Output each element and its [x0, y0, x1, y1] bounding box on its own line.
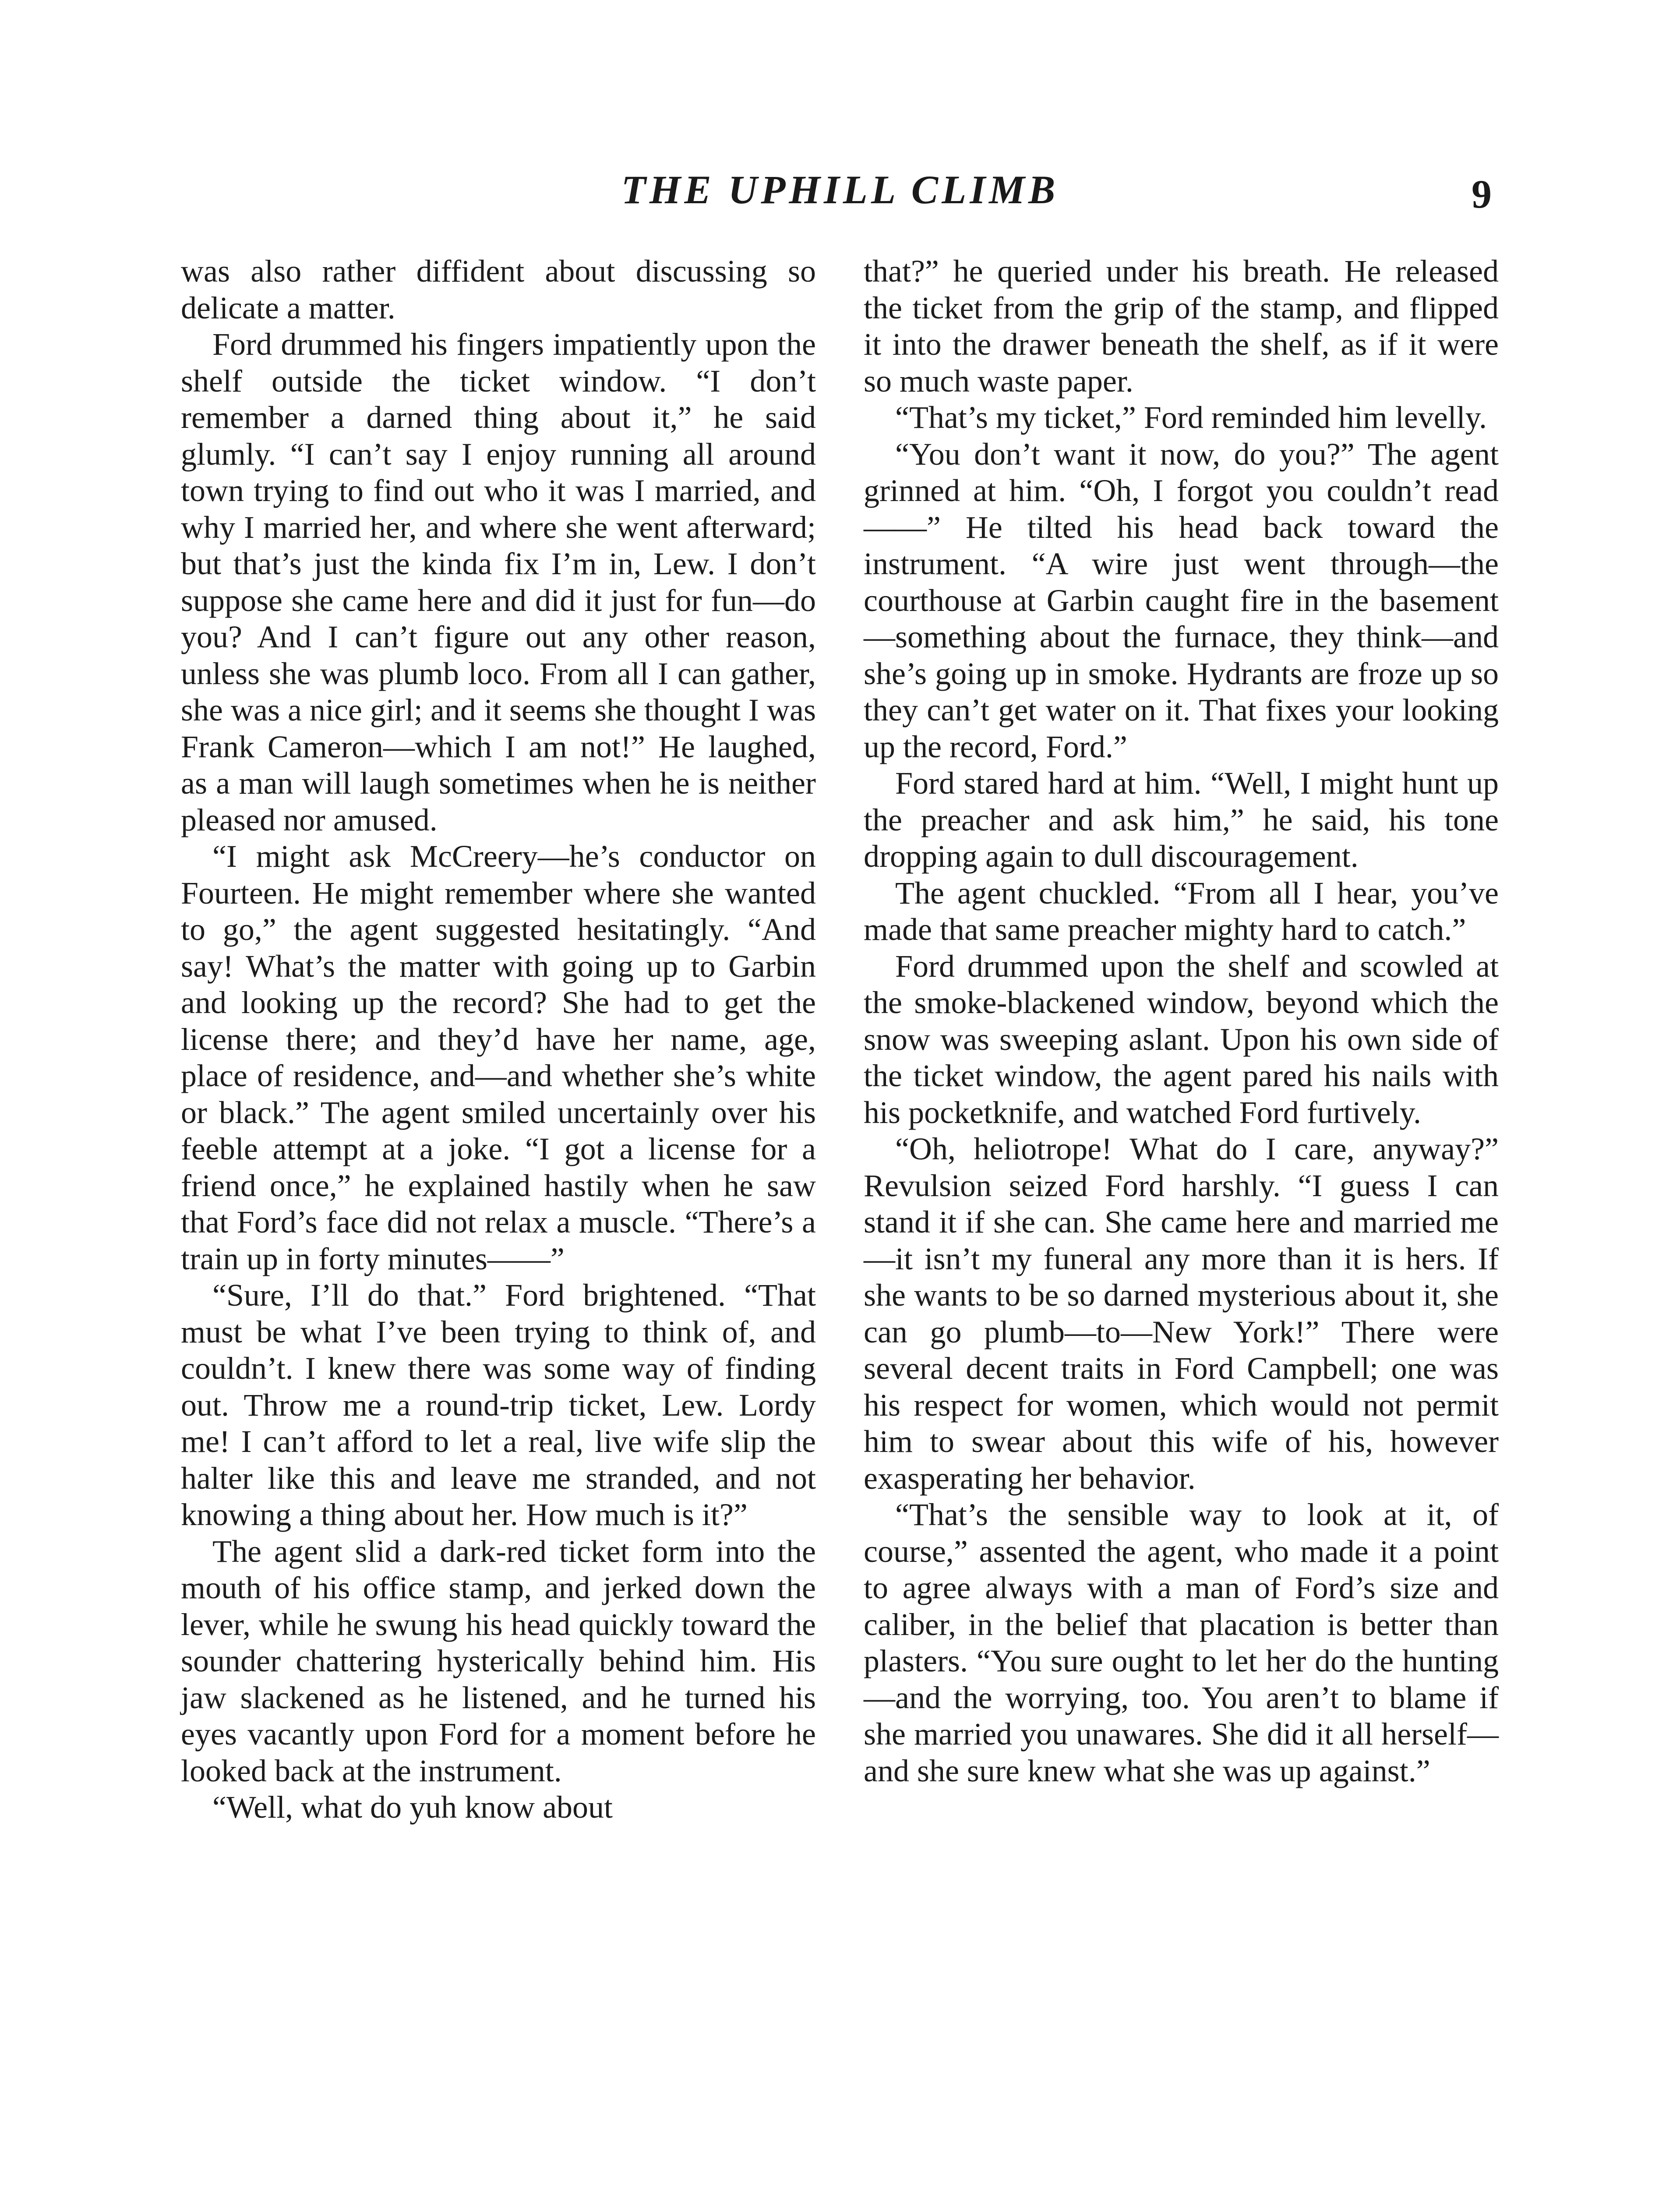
left-column	[181, 253, 816, 1826]
paragraph: The agent chuckled. “From all I hear, you’ve made that same preacher mighty hard to catch.”	[864, 875, 1499, 947]
page-number: 9	[1472, 172, 1492, 216]
paragraph: that?” he queried under his breath. He released the ticket from the grip of the stamp, and flipped it into the drawer beneath the shelf, as if it were so much waste paper.	[864, 254, 1499, 399]
right-column	[864, 253, 1499, 1789]
paragraph: “That’s the sensible way to look at it, of course,” assented the agent, who made it a point to agree always with a man of Ford’s size and caliber, in the belief that placation is better than plasters. “You sure ought to let her do the hunting—and the worrying, too. You aren’t to blame if she married you unawares. She did it all herself—and she sure knew what she was up against.”	[864, 1497, 1499, 1788]
paragraph: “Well, what do yuh know about	[212, 1790, 613, 1825]
paragraph: “Sure, I’ll do that.” Ford brightened. “That must be what I’ve been trying to think of, and couldn’t. I knew there was some way of finding out. Throw me a round-trip ticket, Lew. Lordy me! I can’t afford to let a real, live wife slip the halter like this and leave me stranded, and not knowing a thing about her. How much is it?”	[181, 1278, 816, 1532]
paragraph: “You don’t want it now, do you?” The agent grinned at him. “Oh, I forgot you couldn’t read——” He tilted his head back toward the instrument. “A wire just went through—the courthouse at Garbin caught fire in the basement—something about the furnace, they think—and she’s going up in smoke. Hydrants are froze up so they can’t get water on it. That fixes your looking up the record, Ford.”	[864, 436, 1499, 764]
paragraph: was also rather diffident about discussing so delicate a matter.	[181, 254, 816, 325]
paragraph: “I might ask McCreery—he’s conductor on Fourteen. He might remember where she wanted to go,” the agent suggested hesitatingly. “And say! What’s the matter with going up to Garbin and looking up the record? She had to get the license there; and they’d have her name, age, place of residence, and—and whether she’s white or black.” The agent smiled uncertainly over his feeble attempt at a joke. “I got a license for a friend once,” he explained hastily when he saw that Ford’s face did not relax a muscle. “There’s a train up in forty minutes——”	[181, 839, 816, 1276]
paragraph: The agent slid a dark-red ticket form into the mouth of his office stamp, and jerked down the lever, while he swung his head quickly toward the sounder chattering hysterically behind him. His jaw slackened as he listened, and he turned his eyes vacantly upon Ford for a moment before he looked back at the instrument.	[181, 1533, 816, 1788]
paragraph: “Oh, heliotrope! What do I care, anyway?” Revulsion seized Ford harshly. “I guess I can stand it if she can. She came here and married me—it isn’t my funeral any more than it is hers. If she wants to be so darned mysterious about it, she can go plumb—to—New York!” There were several decent traits in Ford Campbell; one was his respect for women, which would not permit him to swear about this wife of his, however exasperating her behavior.	[864, 1131, 1499, 1496]
paragraph: Ford drummed upon the shelf and scowled at the smoke-blackened window, beyond which the snow was sweeping aslant. Upon his own side of the ticket window, the agent pared his nails with his pocketknife, and watched Ford furtively.	[864, 948, 1499, 1130]
paragraph: “That’s my ticket,” Ford reminded him levelly.	[895, 400, 1487, 435]
paragraph: Ford stared hard at him. “Well, I might hunt up the preacher and ask him,” he said, his tone dropping again to dull discouragement.	[864, 766, 1499, 874]
paragraph: Ford drummed his fingers impatiently upon the shelf outside the ticket window. “I don’t remember a darned thing about it,” he said glumly. “I can’t say I enjoy running all around town trying to find out who it was I married, and why I married her, and where she went afterward; but that’s just the kinda fix I’m in, Lew. I don’t suppose she came here and did it just for fun—do you? And I can’t figure out any other reason, unless she was plumb loco. From all I can gather, she was a nice girl; and it seems she thought I was Frank Cameron—which I am not!” He laughed, as a man will laugh sometimes when he is neither pleased nor amused.	[181, 327, 816, 837]
running-title: THE UPHILL CLIMB	[621, 167, 1059, 212]
